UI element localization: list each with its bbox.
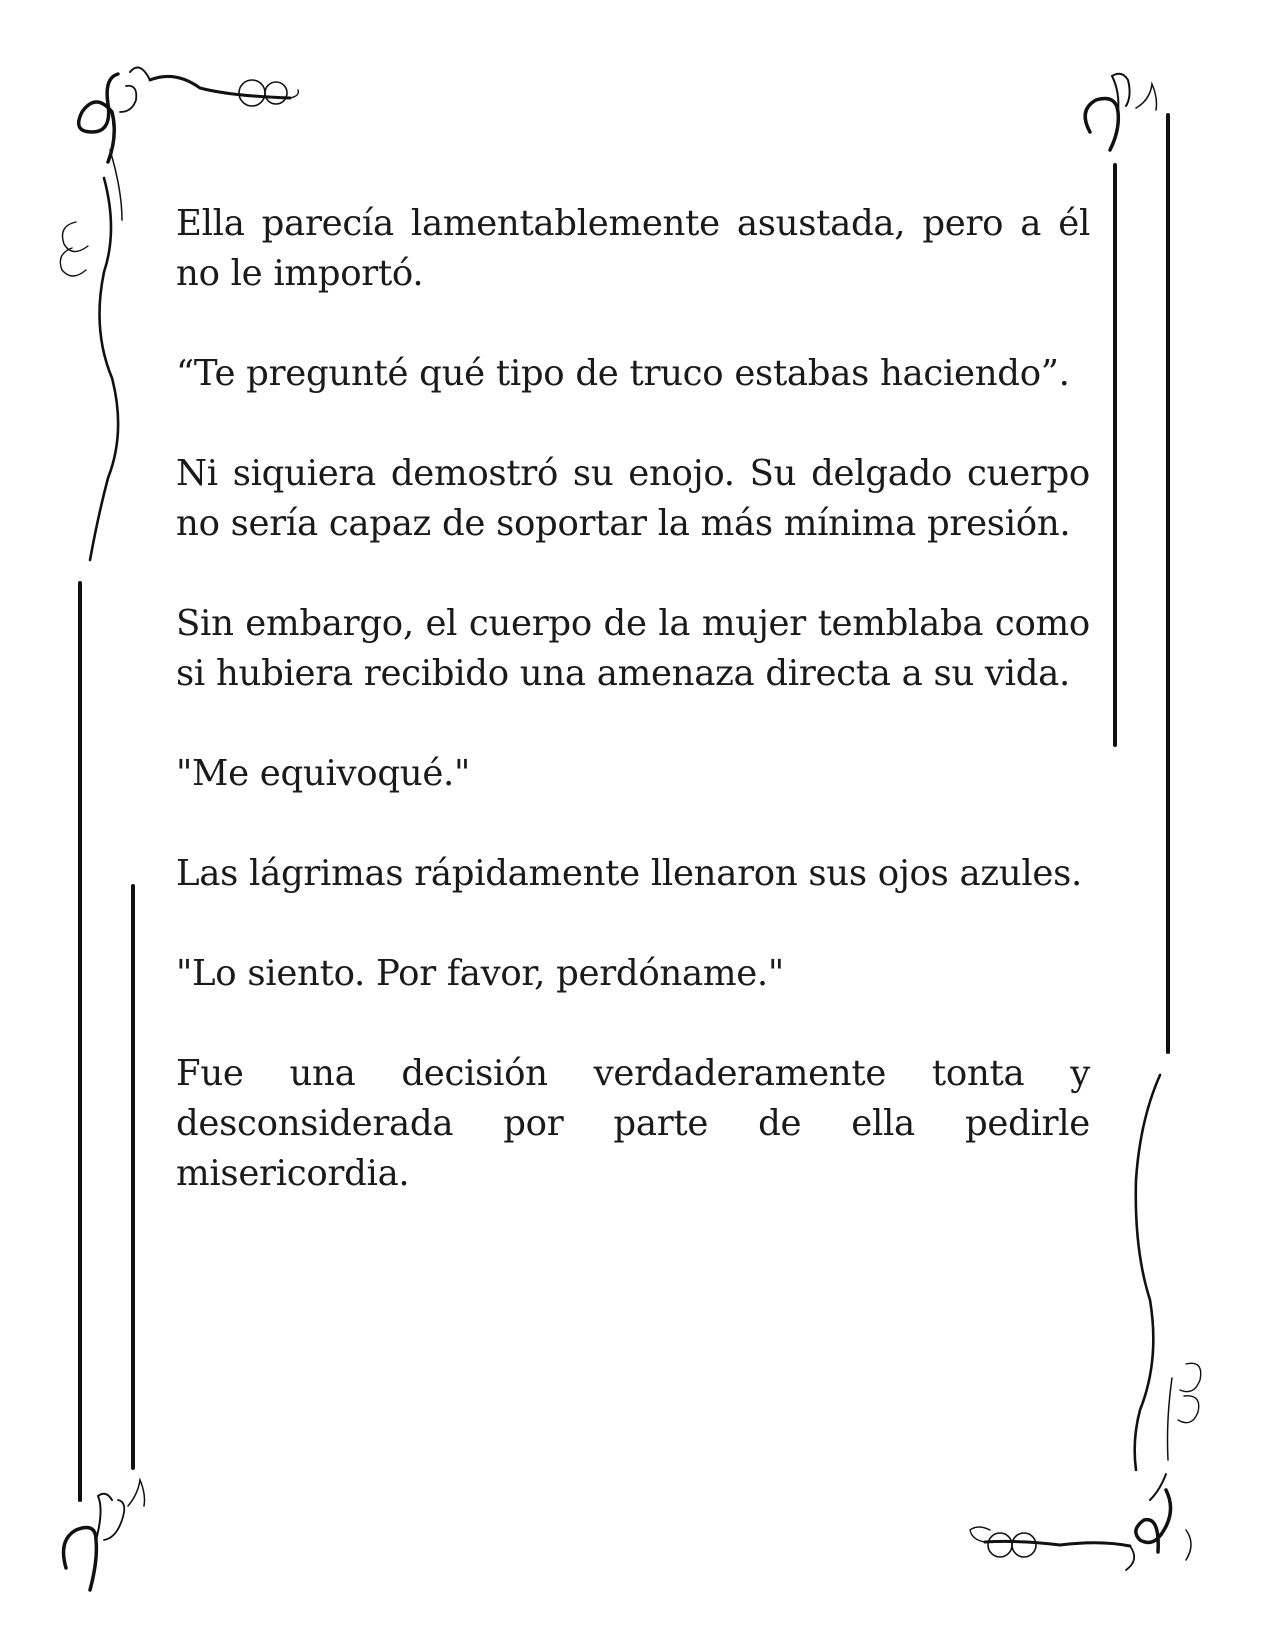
story-text bbox=[176, 199, 1090, 1249]
paragraph: Sin embargo, el cuerpo de la mujer temblaba como si hubiera recibido una amenaza directa a su vida. bbox=[176, 603, 1090, 694]
paragraph: Ella parecía lamentablemente asustada, pero a él no le importó. bbox=[176, 203, 1090, 294]
paragraph: "Lo siento. Por favor, perdóname." bbox=[176, 953, 784, 994]
paragraph: “Te pregunté qué tipo de truco estabas haciendo”. bbox=[176, 353, 1070, 394]
paragraph: Fue una decisión verdaderamente tonta y desconsiderada por parte de ella pedirle misericordia. bbox=[176, 1053, 1090, 1194]
ornament-top-right bbox=[1085, 74, 1156, 150]
paragraph: Las lágrimas rápidamente llenaron sus ojos azules. bbox=[176, 853, 1083, 894]
paragraph: "Me equivoqué." bbox=[176, 753, 471, 794]
paragraph: Ni siquiera demostró su enojo. Su delgado cuerpo no sería capaz de soportar la más mínima presión. bbox=[176, 453, 1090, 544]
ornament-bottom-left bbox=[64, 1480, 145, 1590]
